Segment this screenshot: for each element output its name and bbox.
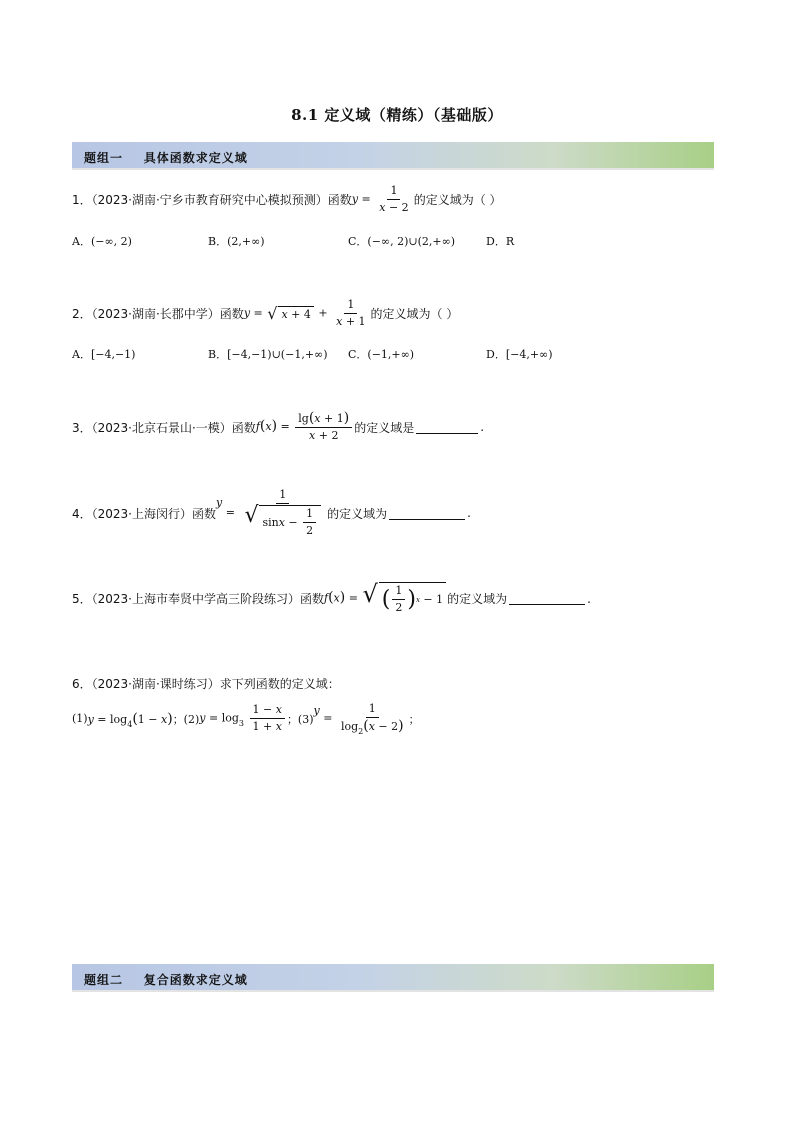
part-1-label: (1) [72, 712, 88, 725]
section-header-1 [72, 142, 714, 170]
question-5-end: . [587, 591, 591, 606]
question-3-end: . [480, 420, 485, 434]
q2-option-a[interactable]: A．[−4,−1) [72, 348, 136, 361]
formula-6-3: y = $\frac{1}{\log_2(x - 2)}$ [313, 702, 404, 736]
question-2-tail: 的定义域为（ ） [370, 307, 459, 321]
section-label: 题组一 具体函数求定义域 [84, 151, 248, 165]
part-3-label: ；(3) [286, 712, 314, 726]
question-6-stem: 6．（2023·湖南·课时练习）求下列函数的定义域： [72, 677, 340, 691]
formula-5: f(x) = √ ( $\frac{1}{2}$ ) x − 1 [324, 582, 447, 615]
question-4-end: . [467, 506, 471, 520]
question-4-stem: 4．（2023·上海闵行）函数 [72, 506, 216, 521]
q1-option-d[interactable]: D．R [486, 235, 515, 248]
formula-6-2: $y = \log_3$ $\frac{1 - x}{1 + x}$ [199, 703, 287, 734]
question-3-tail: 的定义域是 [354, 420, 415, 435]
question-3-stem: 3．（2023·北京石景山·一模）函数 [72, 420, 256, 435]
formula-1: y = $\frac{1}{x - 2}$ [351, 184, 409, 214]
q2-option-b[interactable]: B．[−4,−1)∪(−1,+∞) [208, 348, 328, 361]
question-2-stem: 2．（2023·湖南·长郡中学）函数 [72, 307, 244, 321]
question-4-tail: 的定义域为 [327, 506, 388, 521]
answer-blank-3[interactable] [416, 421, 478, 434]
formula-4: y = 1 √ sin x − $\frac{1}{2}$ [216, 488, 327, 538]
question-1-stem: 1．（2023·湖南·宁乡市教育研究中心模拟预测）函数 [72, 193, 352, 207]
question-4 [72, 488, 471, 538]
question-1-tail: 的定义域为（ ） [413, 193, 502, 207]
question-5-tail: 的定义域为 [447, 592, 508, 606]
answer-blank-4[interactable] [389, 507, 465, 520]
section-label: 题组二 复合函数求定义域 [84, 973, 248, 987]
q1-option-c[interactable]: C．(−∞, 2)∪(2,+∞) [348, 235, 456, 248]
answer-blank-5[interactable] [509, 592, 585, 605]
question-6 [72, 675, 340, 692]
question-5 [72, 582, 591, 615]
question-6-parts [72, 702, 420, 735]
formula-2: y = √ x + 4 + $\frac{1}{x + 1}$ [243, 298, 366, 328]
question-5-stem: 5．（2023·上海市奉贤中学高三阶段练习）函数 [72, 592, 324, 606]
section-header-2 [72, 964, 714, 992]
question-3 [72, 411, 484, 443]
formula-3: f(x) = $\frac{\lg(x + 1)}{x + 2}$ [256, 411, 354, 443]
page-title: 8.1 定义域（精练）（基础版） [291, 106, 503, 124]
q2-option-d[interactable]: D．[−4,+∞) [486, 348, 553, 361]
part-end: ； [408, 712, 420, 726]
part-2-label: ；(2) [172, 712, 200, 726]
q1-option-b[interactable]: B．(2,+∞) [208, 235, 265, 248]
question-1 [72, 184, 502, 215]
question-2 [72, 298, 458, 329]
q2-option-c[interactable]: C．(−1,+∞) [348, 348, 415, 361]
q1-option-a[interactable]: A．(−∞, 2) [72, 235, 132, 248]
formula-6-1: $y = \log_4(1 - x)$ [87, 710, 173, 729]
